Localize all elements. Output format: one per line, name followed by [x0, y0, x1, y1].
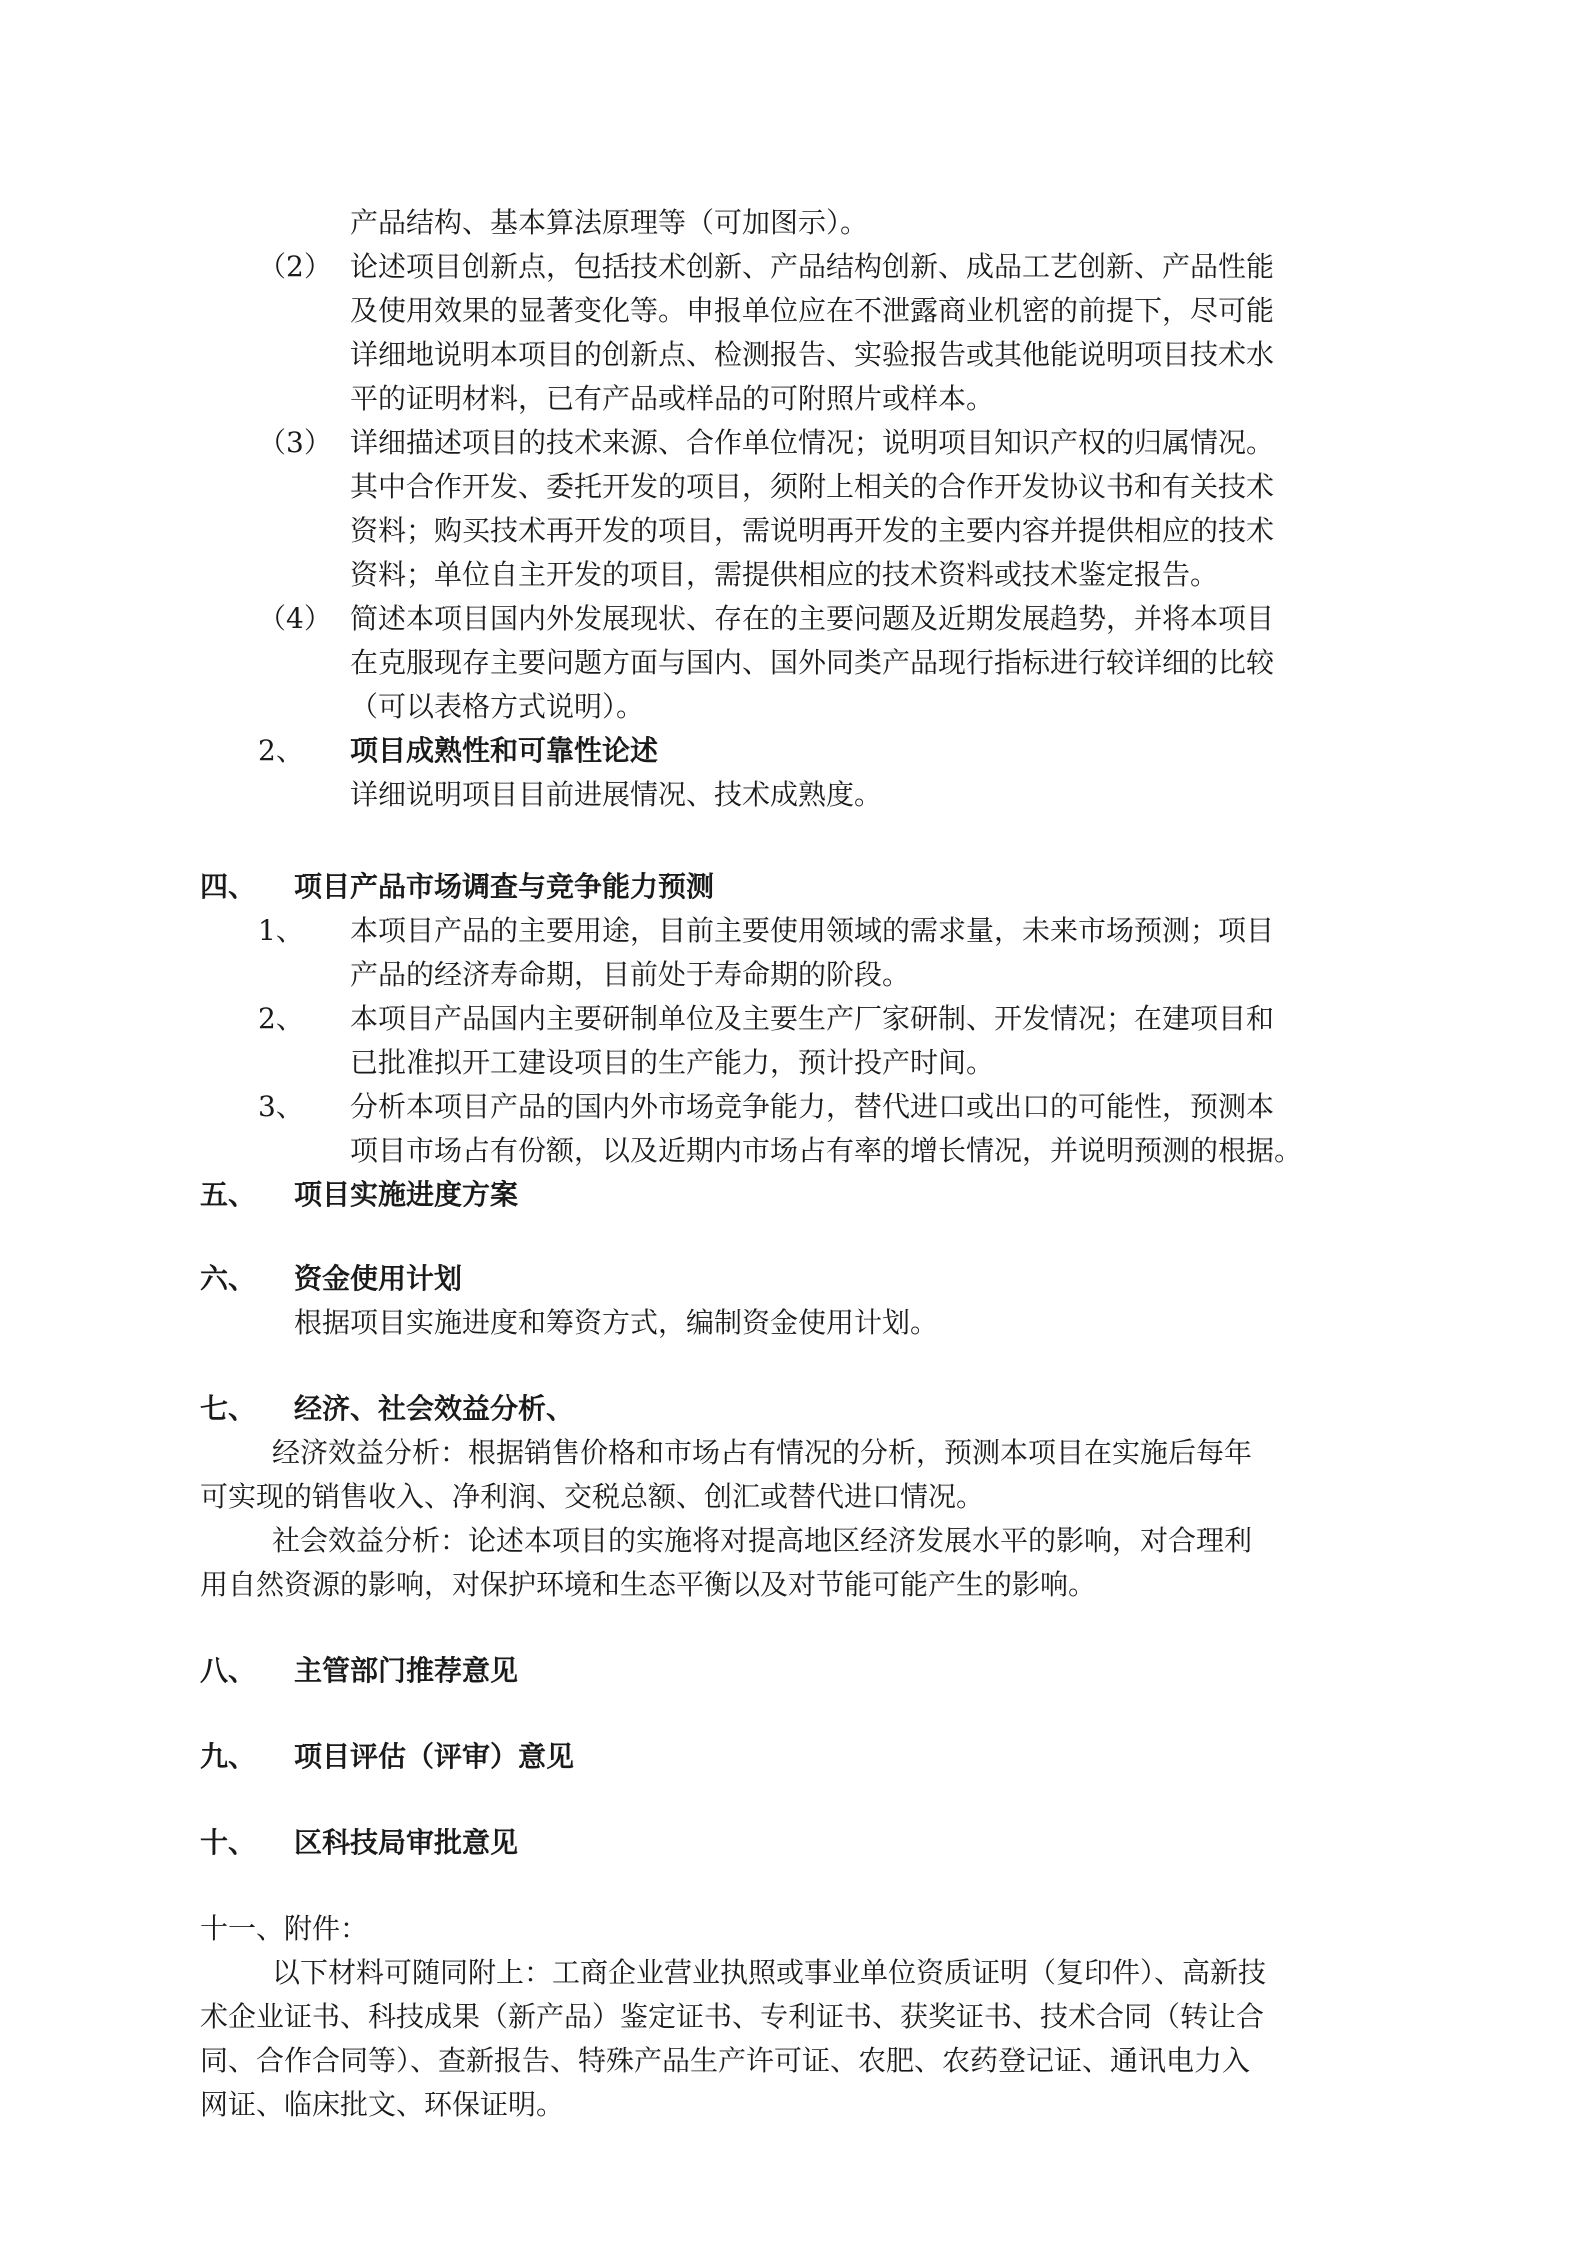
- section-title: 主管部门推荐意见: [294, 1654, 519, 1687]
- paragraph-line: 以下材料可随同附上：工商企业营业执照或事业单位资质证明（复印件）、高新技: [272, 1956, 1267, 1989]
- section-number: 五、: [200, 1178, 257, 1211]
- paragraph-line: 本项目产品的主要用途，目前主要使用领域的需求量，未来市场预测；项目: [350, 914, 1275, 947]
- paragraph-line: 同、合作合同等）、查新报告、特殊产品生产许可证、农肥、农药登记证、通讯电力入: [200, 2044, 1251, 2077]
- paragraph-line: （可以表格方式说明）。: [350, 690, 645, 723]
- section-title: 经济、社会效益分析、: [294, 1392, 575, 1425]
- paragraph-line: 产品的经济寿命期，目前处于寿命期的阶段。: [350, 958, 911, 991]
- list-number: 1、: [258, 914, 304, 947]
- section-title: 项目实施进度方案: [294, 1178, 519, 1211]
- paragraph-line: 详细说明项目目前进展情况、技术成熟度。: [350, 778, 883, 811]
- paragraph-line: 详细地说明本项目的创新点、检测报告、实验报告或其他能说明项目技术水: [350, 338, 1275, 371]
- section-number: 十、: [200, 1826, 257, 1859]
- section-title: 资金使用计划: [294, 1262, 463, 1295]
- subsection-number: 2、: [258, 734, 304, 767]
- paragraph-line: 平的证明材料，已有产品或样品的可附照片或样本。: [350, 382, 995, 415]
- paragraph-line: 社会效益分析：论述本项目的实施将对提高地区经济发展水平的影响，对合理利: [272, 1524, 1253, 1557]
- paragraph-line: 已批准拟开工建设项目的生产能力，预计投产时间。: [350, 1046, 995, 1079]
- paragraph-line: 资料；单位自主开发的项目，需提供相应的技术资料或技术鉴定报告。: [350, 558, 1219, 591]
- paragraph-line: 详细描述项目的技术来源、合作单位情况；说明项目知识产权的归属情况。: [350, 426, 1275, 459]
- list-number: 3、: [258, 1090, 304, 1123]
- paragraph-line: 经济效益分析：根据销售价格和市场占有情况的分析，预测本项目在实施后每年: [272, 1436, 1253, 1469]
- paragraph-line: 可实现的销售收入、净利润、交税总额、创汇或替代进口情况。: [200, 1480, 985, 1513]
- paragraph-line: 网证、临床批文、环保证明。: [200, 2088, 565, 2121]
- section-number: 八、: [200, 1654, 257, 1687]
- section-number: 六、: [200, 1262, 257, 1295]
- section-number: 七、: [200, 1392, 257, 1425]
- paragraph-line: 在克服现存主要问题方面与国内、国外同类产品现行指标进行较详细的比较: [350, 646, 1275, 679]
- paragraph-line: 项目市场占有份额，以及近期内市场占有率的增长情况，并说明预测的根据。: [350, 1134, 1303, 1167]
- paragraph-line: 本项目产品国内主要研制单位及主要生产厂家研制、开发情况；在建项目和: [350, 1002, 1275, 1035]
- paragraph-line: 简述本项目国内外发展现状、存在的主要问题及近期发展趋势，并将本项目: [350, 602, 1275, 635]
- section-title: 项目评估（评审）意见: [294, 1740, 575, 1773]
- paragraph-line: 根据项目实施进度和筹资方式，编制资金使用计划。: [294, 1306, 939, 1339]
- section-title: 项目产品市场调查与竞争能力预测: [294, 870, 715, 903]
- paragraph-line: 分析本项目产品的国内外市场竞争能力，替代进口或出口的可能性，预测本: [350, 1090, 1275, 1123]
- list-number: （2）: [258, 250, 332, 283]
- section-title: 十一、附件：: [200, 1912, 369, 1945]
- paragraph-line: 其中合作开发、委托开发的项目，须附上相关的合作开发协议书和有关技术: [350, 470, 1275, 503]
- list-number: （3）: [258, 426, 332, 459]
- section-number: 四、: [200, 870, 257, 903]
- section-title: 区科技局审批意见: [294, 1826, 519, 1859]
- list-number: 2、: [258, 1002, 304, 1035]
- paragraph-line: 产品结构、基本算法原理等（可加图示）。: [350, 206, 869, 239]
- paragraph-line: 资料；购买技术再开发的项目，需说明再开发的主要内容并提供相应的技术: [350, 514, 1275, 547]
- list-number: （4）: [258, 602, 332, 635]
- paragraph-line: 及使用效果的显著变化等。申报单位应在不泄露商业机密的前提下，尽可能: [350, 294, 1275, 327]
- paragraph-line: 用自然资源的影响，对保护环境和生态平衡以及对节能可能产生的影响。: [200, 1568, 1097, 1601]
- subsection-title: 项目成熟性和可靠性论述: [350, 734, 659, 767]
- paragraph-line: 术企业证书、科技成果（新产品）鉴定证书、专利证书、获奖证书、技术合同（转让合: [200, 2000, 1265, 2033]
- section-number: 九、: [200, 1740, 257, 1773]
- paragraph-line: 论述项目创新点，包括技术创新、产品结构创新、成品工艺创新、产品性能: [350, 250, 1275, 283]
